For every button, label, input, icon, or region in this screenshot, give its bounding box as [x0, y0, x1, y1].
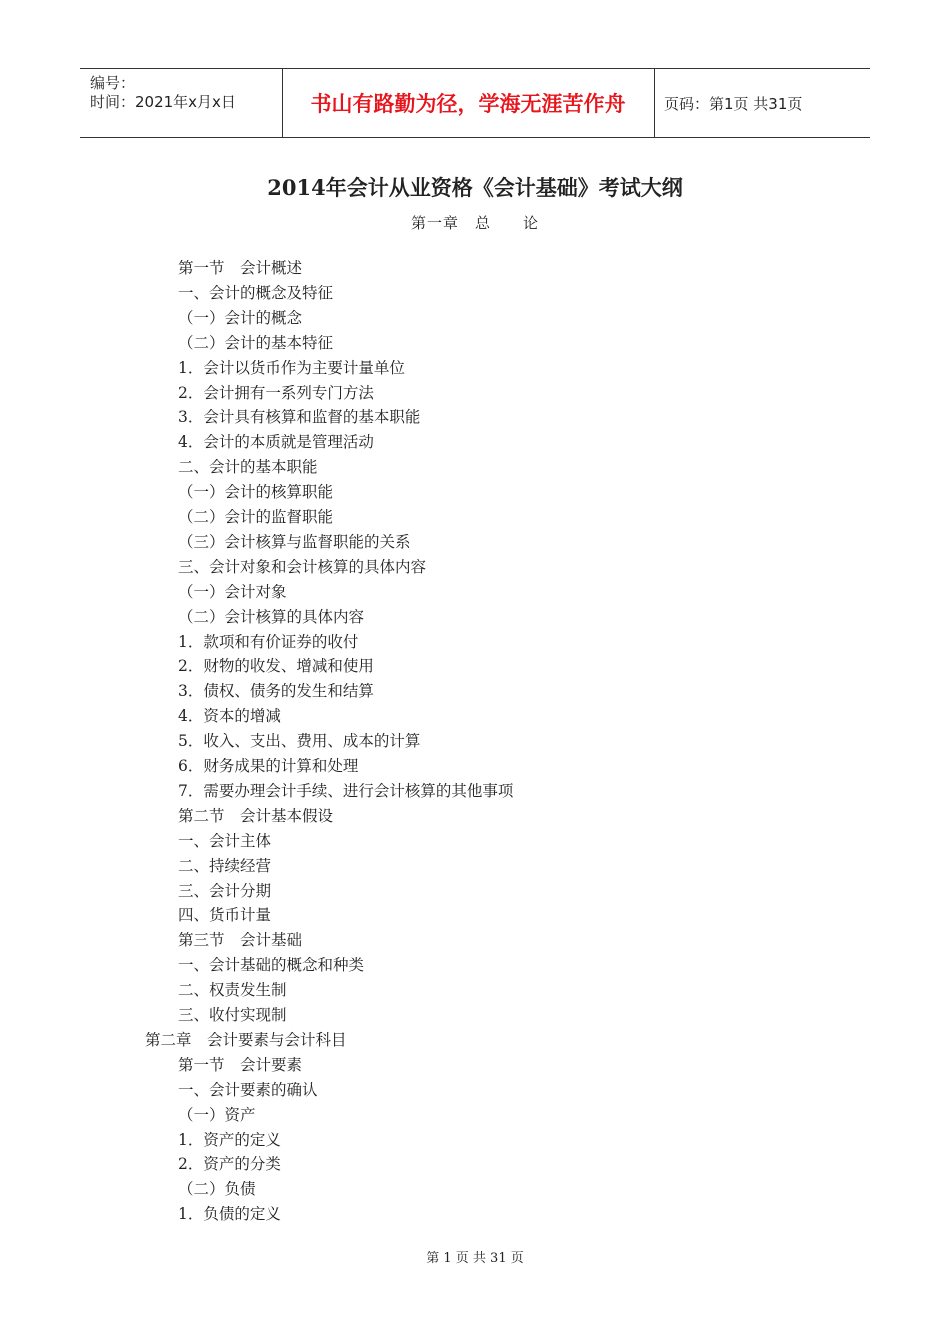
- document-title: 2014年会计从业资格《会计基础》考试大纲: [267, 175, 683, 200]
- outline-item: （一）会计的概念: [178, 308, 303, 327]
- outline-item: 4．会计的本质就是管理活动: [178, 433, 374, 452]
- outline-item: 一、会计要素的确认: [178, 1080, 318, 1099]
- header-motto-cell: [282, 69, 655, 137]
- outline-item: （二）负债: [178, 1180, 256, 1199]
- outline-item: 第二章 会计要素与会计科目: [145, 1030, 347, 1049]
- number-label: 编号：: [90, 74, 136, 92]
- header-meta-cell: [80, 69, 283, 137]
- outline-item: 1．负债的定义: [178, 1205, 281, 1224]
- motto-text: 书山有路勤为径，学海无涯苦作舟: [310, 92, 626, 116]
- outline-item: 一、会计主体: [178, 831, 272, 850]
- outline-item: 4．资本的增减: [178, 707, 281, 726]
- outline-item: （一）会计的核算职能: [178, 483, 334, 502]
- outline-item: （二）会计的监督职能: [178, 508, 334, 526]
- outline-item: 三、会计分期: [178, 881, 272, 900]
- outline-item: 6．财务成果的计算和处理: [178, 757, 359, 775]
- outline-item: 3．会计具有核算和监督的基本职能: [178, 408, 421, 427]
- outline-item: 第一节 会计要素: [178, 1055, 303, 1074]
- outline-item: （一）会计对象: [178, 582, 287, 601]
- outline-item: 5．收入、支出、费用、成本的计算: [178, 732, 421, 751]
- outline-item: 四、货币计量: [178, 906, 272, 925]
- outline-item: 3．债权、债务的发生和结算: [178, 682, 374, 701]
- outline-item: 二、持续经营: [178, 856, 272, 875]
- outline-item: 1．会计以货币作为主要计量单位: [178, 358, 405, 377]
- outline-item: （二）会计的基本特征: [178, 333, 334, 352]
- outline-item: 2．会计拥有一系列专门方法: [178, 383, 374, 402]
- outline-item: 一、会计基础的概念和种类: [178, 956, 365, 975]
- chapter-heading: 第一章 总 论: [410, 214, 539, 232]
- outline-item: 三、会计对象和会计核算的具体内容: [178, 557, 427, 576]
- outline-item: 1．款项和有价证券的收付: [178, 632, 359, 651]
- outline-item: 一、会计的概念及特征: [178, 283, 334, 302]
- outline-item: （二）会计核算的具体内容: [178, 607, 365, 626]
- outline-item: 第一节 会计概述: [178, 259, 303, 277]
- header-page-cell: [654, 69, 870, 137]
- outline-item: 二、会计的基本职能: [178, 458, 318, 477]
- outline-item: 2．资产的分类: [178, 1155, 281, 1174]
- outline-item: 1．资产的定义: [178, 1130, 281, 1149]
- page-footer: 第 1 页 共 31 页: [426, 1251, 524, 1266]
- outline-item: （一）资产: [178, 1105, 256, 1124]
- document-header: [80, 68, 870, 138]
- outline-item: 2．财物的收发、增减和使用: [178, 657, 374, 676]
- outline-item: 二、权责发生制: [178, 981, 287, 1000]
- time-label: 时间：2021年x月x日: [90, 93, 236, 111]
- header-page-info: 页码：第1页 共31页: [664, 94, 803, 113]
- outline-item: 第三节 会计基础: [178, 931, 303, 950]
- outline-item: 第二节 会计基本假设: [178, 806, 334, 825]
- outline-item: （三）会计核算与监督职能的关系: [178, 532, 411, 551]
- outline-item: 7．需要办理会计手续、进行会计核算的其他事项: [178, 781, 514, 800]
- outline-item: 三、收付实现制: [178, 1006, 287, 1024]
